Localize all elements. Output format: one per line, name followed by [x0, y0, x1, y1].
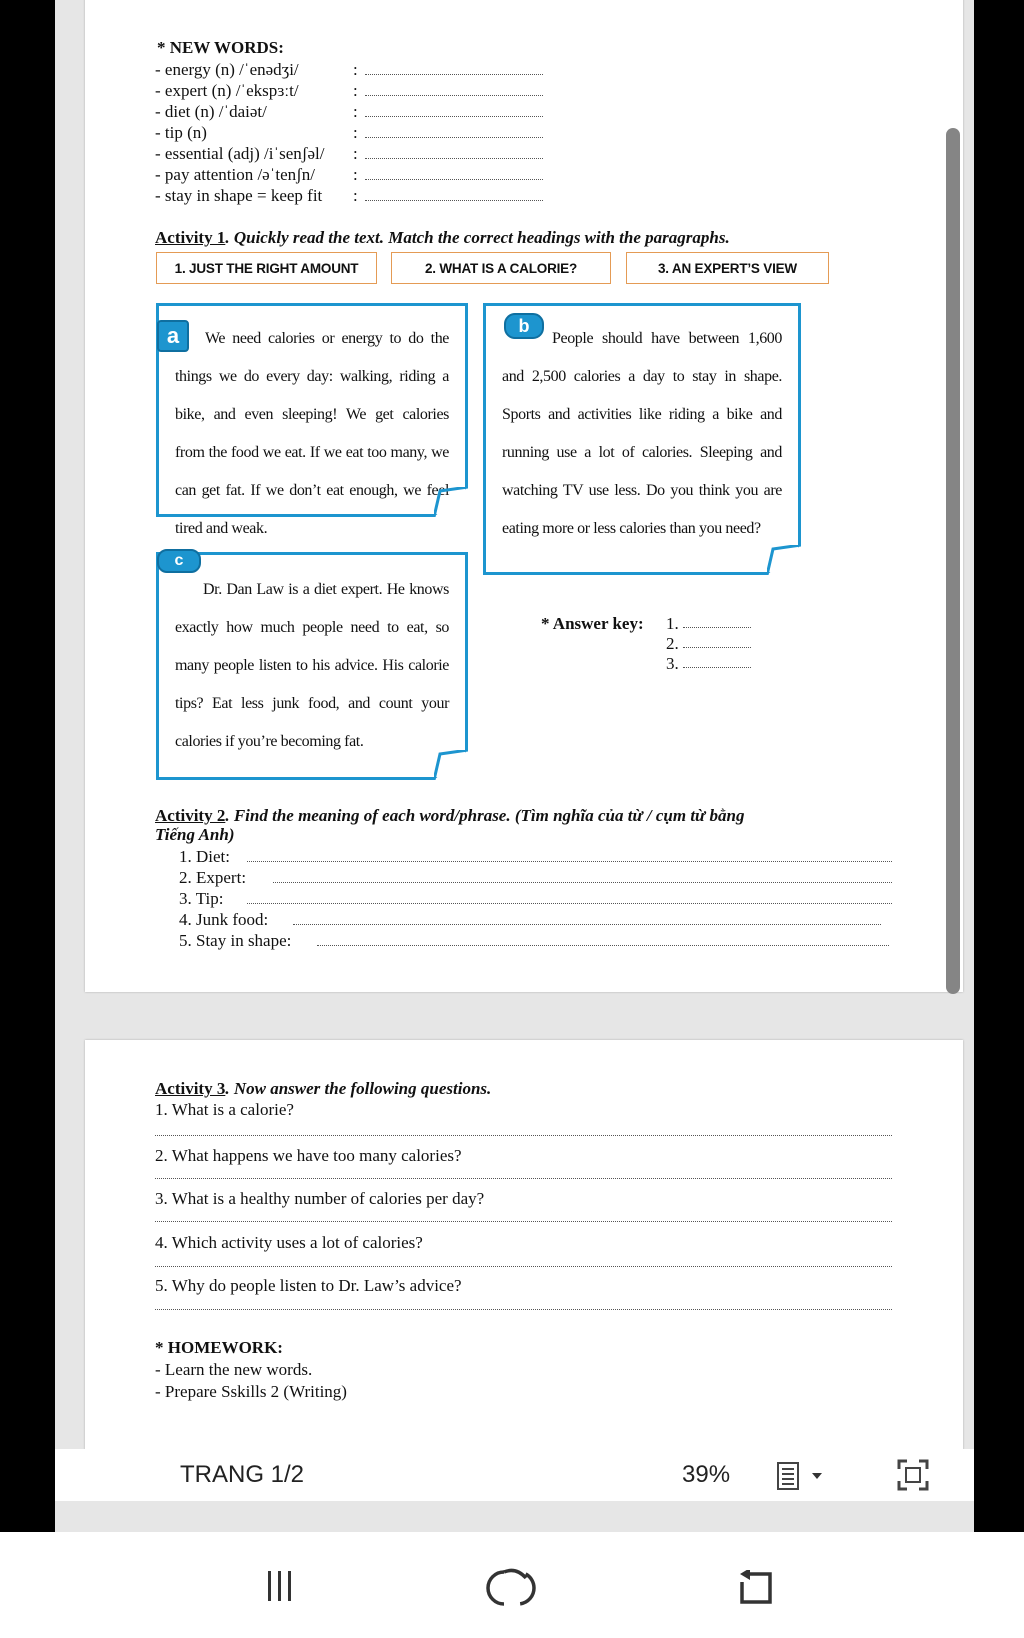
new-word-item: - diet (n) /ˈdaiət/: [155, 102, 267, 121]
answer-line: [365, 199, 543, 201]
document-page-2: [85, 1040, 963, 1450]
heading-option-2: 2. WHAT IS A CALORIE?: [391, 252, 611, 284]
activity3-question: 5. Why do people listen to Dr. Law’s advice?: [155, 1276, 462, 1295]
right-edge: [974, 0, 1024, 1532]
answer-line: [155, 1177, 892, 1179]
activity2-item: 1. Diet:: [179, 847, 230, 866]
answer-line: [155, 1265, 892, 1267]
system-navigation-bar: [0, 1532, 1024, 1638]
answer-line: [683, 626, 751, 628]
activity1-label: Activity 1: [155, 228, 226, 247]
activity3-question: 4. Which activity uses a lot of calories?: [155, 1233, 423, 1252]
activity2-item: 5. Stay in shape:: [179, 931, 292, 950]
activity1-instruction: . Quickly read the text. Match the correct headings with the paragraphs.: [225, 228, 730, 247]
paragraph-card-c: [156, 552, 468, 780]
page-fold-icon: [434, 487, 468, 517]
scrollbar-thumb[interactable]: [946, 128, 960, 994]
card-b-badge: b: [504, 313, 544, 339]
colon: :: [353, 81, 358, 100]
answer-key-item: 3.: [666, 654, 679, 673]
answer-line: [155, 1134, 892, 1136]
new-word-item: - tip (n): [155, 123, 207, 142]
back-button[interactable]: [734, 1570, 778, 1606]
paragraph-card-a: [156, 303, 468, 537]
colon: :: [353, 144, 358, 163]
answer-key-item: 2.: [666, 634, 679, 653]
document-viewer[interactable]: [55, 0, 974, 1532]
answer-line: [365, 157, 543, 159]
activity2-instruction: . Find the meaning of each word/phrase. (Tìm nghĩa của từ / cụm từ bằng: [225, 806, 745, 825]
activity3-question: 2. What happens we have too many calories?: [155, 1146, 462, 1165]
activity1-title: [155, 228, 730, 248]
bottom-toolbar: [55, 1449, 974, 1501]
activity2-item: 3. Tip:: [179, 889, 224, 908]
new-word-item: - energy (n) /ˈenədʒi/: [155, 60, 299, 79]
activity3-title: [155, 1079, 491, 1099]
answer-line: [317, 944, 889, 946]
back-icon: [734, 1570, 778, 1606]
answer-line: [155, 1220, 892, 1222]
heading-option-3: 3. AN EXPERT’S VIEW: [626, 252, 829, 284]
activity3-question: 3. What is a healthy number of calories per day?: [155, 1189, 485, 1208]
answer-line: [273, 881, 892, 883]
homework-heading: * HOMEWORK:: [155, 1338, 283, 1357]
page-fold-icon: [434, 750, 468, 780]
answer-line: [293, 923, 881, 925]
answer-line: [247, 902, 892, 904]
answer-line: [365, 94, 543, 96]
card-c-badge: c: [157, 549, 201, 573]
new-words-heading: * NEW WORDS:: [157, 38, 284, 57]
answer-line: [683, 666, 751, 668]
colon: :: [353, 60, 358, 79]
document-view-icon: [775, 1459, 835, 1493]
page-indicator: TRANG 1/2: [180, 1461, 305, 1488]
zoom-level[interactable]: 39%: [682, 1461, 731, 1488]
fullscreen-icon: [895, 1457, 931, 1493]
answer-line: [683, 646, 751, 648]
activity2-item: 4. Junk food:: [179, 910, 269, 929]
activity2-item: 2. Expert:: [179, 868, 247, 887]
page-fold-icon: [767, 545, 801, 575]
activity2-title: [155, 806, 744, 826]
colon: :: [353, 123, 358, 142]
new-word-item: - stay in shape = keep fit: [155, 186, 323, 205]
activity2-label: Activity 2: [155, 806, 226, 825]
answer-line: [247, 860, 892, 862]
card-c-text: Dr. Dan Law is a diet expert. He knows exactly how much people need to eat, so many people listen to his advice. His calorie tips? Eat less junk food, and count your calories if you’re becoming fat.: [175, 581, 449, 750]
activity3-question: 1. What is a calorie?: [155, 1100, 294, 1119]
left-edge: [0, 0, 55, 1532]
colon: :: [353, 186, 358, 205]
paragraph-card-b: [483, 303, 801, 575]
card-a-badge: a: [157, 320, 189, 352]
homework-item: - Prepare Sskills 2 (Writing): [155, 1382, 347, 1401]
activity2-title-line2: Tiếng Anh): [155, 825, 235, 844]
answer-line: [155, 1308, 892, 1310]
colon: :: [353, 165, 358, 184]
answer-line: [365, 73, 543, 75]
new-word-item: - essential (adj) /iˈsenʃəl/: [155, 144, 325, 163]
heading-option-1: 1. JUST THE RIGHT AMOUNT: [156, 252, 377, 284]
document-page-1: [85, 0, 963, 992]
activity3-label: Activity 3: [155, 1079, 226, 1098]
answer-key-label: * Answer key:: [541, 614, 644, 633]
activity3-instruction: . Now answer the following questions.: [225, 1079, 492, 1098]
new-word-item: - expert (n) /ˈekspɜːt/: [155, 81, 299, 100]
card-b-text: People should have between 1,600 and 2,500 calories a day to stay in shape. Sports and activities like riding a bike and running use a lot of calories. Sleeping and watching TV use less. Do you think you are eating more or less calories than you need?: [502, 330, 782, 537]
colon: :: [353, 102, 358, 121]
answer-line: [365, 115, 543, 117]
answer-line: [365, 136, 543, 138]
recent-apps-icon: [262, 1568, 298, 1604]
card-a-text: We need calories or energy to do the things we do every day: walking, riding a bike, and even sleeping! We get calories from the food we eat. If we eat too many, we can get fat. If we don’t eat enough, we feel tired and weak.: [175, 330, 449, 537]
answer-key-item: 1.: [666, 614, 679, 633]
answer-line: [365, 178, 543, 180]
new-word-item: - pay attention /əˈtenʃn/: [155, 165, 316, 184]
home-icon: [486, 1568, 536, 1608]
chevron-down-icon: [812, 1473, 822, 1479]
recent-apps-button[interactable]: [262, 1568, 298, 1604]
home-button[interactable]: [486, 1568, 536, 1608]
view-mode-dropdown[interactable]: [775, 1459, 835, 1493]
fullscreen-button[interactable]: [895, 1457, 931, 1493]
homework-item: - Learn the new words.: [155, 1360, 313, 1379]
